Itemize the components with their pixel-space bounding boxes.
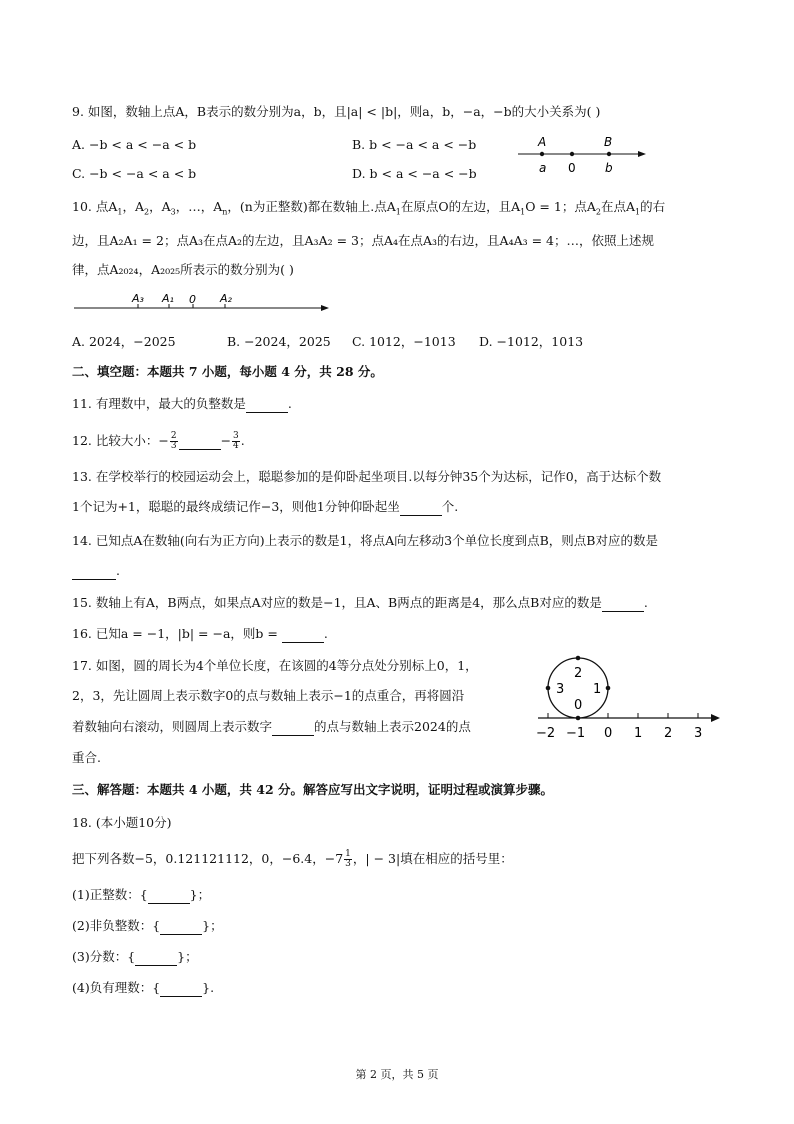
q10-fig-label-A3: A₃ [132,292,144,305]
q17-circle-label-3: 3 [556,682,565,697]
q10-fig-label-A2: A₂ [220,292,232,305]
q17-circle-label-1: 1 [593,682,602,697]
q10-fig-label-A1: A₁ [162,292,174,305]
q18-item-4: (4)负有理数：{ }. [72,980,215,995]
q18-item-2-blank[interactable] [160,918,202,935]
q18-item-4-blank[interactable] [160,980,202,997]
q17-tick-2: 2 [664,726,673,741]
q9-option-d[interactable]: D. b < a < −a < −b [352,166,477,181]
q18-title: 18. (本小题10分) [72,815,172,830]
q17-line4: 重合. [72,750,101,765]
q18-fraction: $\frac{1}{3}$ [345,849,351,869]
q10-option-b[interactable]: B. −2024，2025 [227,334,331,349]
q9-number-line-figure [512,132,652,178]
q18-item-1-blank[interactable] [148,887,190,904]
q10-option-a[interactable]: A. 2024，−2025 [72,334,176,349]
q9-stem: 9. 如图，数轴上点A，B表示的数分别为a，b，且|a| < |b|，则a，b，−a，−b的大小关系为( ) [72,104,601,119]
q12: 12. 比较大小：− $\frac{2}{3}$ − $\frac{3}{4}$ . [72,431,245,451]
q16-answer-blank[interactable] [282,626,324,643]
q15: 15. 数轴上有A，B两点，如果点A对应的数是−1，且A、B两点的距离是4，那么点B对应的数是 . [72,595,648,610]
q10-number-line-figure [72,290,334,316]
q14-line1: 14. 已知点A在数轴(向右为正方向)上表示的数是1，将点A向左移动3个单位长度到点B，则点B对应的数是 [72,533,658,548]
q18-item-3-blank[interactable] [135,949,177,966]
q10-option-c[interactable]: C. 1012，−1013 [352,334,456,349]
q13-answer-blank[interactable] [400,499,442,516]
q10-line2: 边，且A₂A₁ = 2；点A₃在点A₂的左边，且A₃A₂ = 3；点A₄在点A₃的右边，且A₄A₃ = 4；…，依照上述规 [72,233,655,248]
q17-tick-0: 0 [604,726,613,741]
q18-item-2: (2)非负整数：{ }； [72,918,223,933]
q10-line3: 律，点A₂₀₂₄，A₂₀₂₅所表示的数分别为( ) [72,262,294,277]
q9-option-c[interactable]: C. −b < −a < a < b [72,166,197,181]
q13-line2: 1个记为+1，聪聪的最终成绩记作−3，则他1分钟仰卧起坐 个. [72,499,459,514]
q17-tick-1: 1 [634,726,643,741]
q18-item-1: (1)正整数：{ }； [72,887,211,902]
q17-tick-neg1: −1 [566,726,586,741]
q17-answer-blank[interactable] [272,719,314,736]
q12-answer-blank[interactable] [179,433,221,450]
q9-fig-label-A: A [538,135,547,149]
q17-line1: 17. 如图，圆的周长为4个单位长度，在该圆的4等分点处分别标上0，1， [72,658,478,673]
q18-item-3: (3)分数：{ }； [72,949,198,964]
q17-tick-3: 3 [694,726,703,741]
q16: 16. 已知a = −1，|b| = −a，则b = . [72,626,328,641]
q10-fig-label-0: 0 [189,293,196,306]
q17-circle-label-2: 2 [574,666,583,681]
q12-fraction-2: $\frac{3}{4}$ [233,431,239,451]
q14-line2: . [72,563,120,580]
q17-tick-neg2: −2 [536,726,556,741]
page-footer: 第 2 页，共 5 页 [355,1068,439,1081]
q9-fig-label-a: a [539,161,547,175]
section-2-heading: 二、填空题：本题共 7 小题，每小题 4 分，共 28 分。 [72,364,383,379]
q9-option-b[interactable]: B. b < −a < a < −b [352,137,477,152]
section-3-heading: 三、解答题：本题共 4 小题，共 42 分。解答应写出文字说明，证明过程或演算步骤。 [72,782,554,797]
q9-fig-label-b: b [605,161,613,175]
q17-circle-number-line-figure [528,652,728,744]
q11: 11. 有理数中，最大的负整数是 . [72,396,292,411]
q9-fig-label-0: 0 [568,161,576,175]
q17-circle-label-0: 0 [574,698,583,713]
q18-stem: 把下列各数−5，0.121121112，0，−6.4，−7 $\frac{1}{3}$ ，| − 3|填在相应的括号里： [72,849,513,869]
q17-line3: 着数轴向右滚动，则圆周上表示数字 的点与数轴上表示2024的点 [72,719,471,734]
q12-fraction-1: $\frac{2}{3}$ [170,431,177,451]
q10-line1: 10. 点$A_1$，$A_2$，$A_3$，…，$A_n$，(n为正整数)都在数轴上.点$A_1$在原点O的左边，且$A_1O = 1$；点$A_2$在点$A_1$的右 [72,199,666,217]
q13-line1: 13. 在学校举行的校园运动会上，聪聪参加的是仰卧起坐项目.以每分钟35个为达标，记作0，高于达标个数 [72,469,662,484]
q11-answer-blank[interactable] [246,396,288,413]
q10-option-d[interactable]: D. −1012，1013 [479,334,584,349]
q9-fig-label-B: B [604,135,613,149]
q17-line2: 2，3，先让圆周上表示数字0的点与数轴上表示−1的点重合，再将圆沿 [72,688,465,703]
q15-answer-blank[interactable] [602,595,644,612]
q9-option-a[interactable]: A. −b < a < −a < b [72,137,197,152]
q14-answer-blank[interactable] [72,563,116,580]
